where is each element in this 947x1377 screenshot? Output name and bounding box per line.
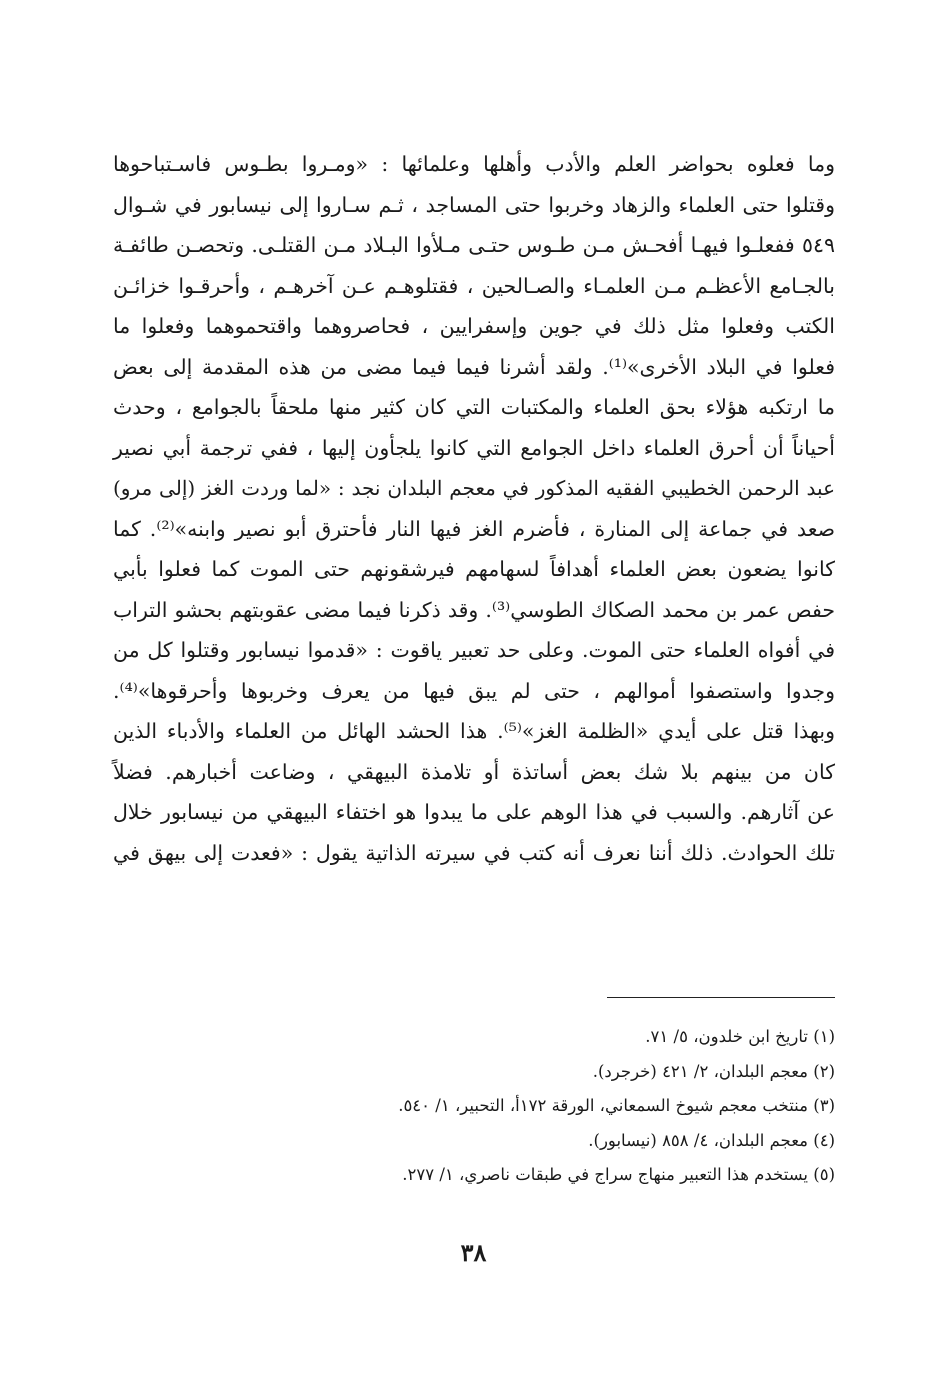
footnote-divider: [607, 997, 835, 998]
text-line: الكتب وفعلوا مثل ذلك في جوين وإسفرايين ، فحاصروهما واقتحموهما وفعلوا ما: [113, 314, 835, 338]
text-line: صعد في جماعة إلى المنارة ، فأضرم الغز فيها النار فأحترق أبو نصير وابنه»⁽²⁾. كما: [113, 516, 835, 541]
text-line: وجدوا واستصفوا أموالهم ، حتى لم يبق فيها من يعرف وخربوها وأحرقوها»⁽⁴⁾.: [113, 678, 835, 703]
text-line: ما ارتكبه هؤلاء بحق العلماء والمكتبات التي كان كثير منها ملحقاً بالجوامع ، وحدث: [113, 395, 835, 419]
text-line: فعلوا في البلاد الأخرى»⁽¹⁾. ولقد أشرنا فيما فيما مضى من هذه المقدمة إلى بعض: [113, 354, 835, 379]
text-line: تلك الحوادث. ذلك أننا نعرف أنه كتب في سيرته الذاتية يقول : «فعدت إلى بيهق في: [113, 840, 835, 865]
footnotes: [113, 1020, 835, 1193]
footnote: (٣) منتخب معجم شيوخ السمعاني، الورقة ١٧٢أ، التحبير، ١/ ٥٤٠.: [398, 1096, 835, 1115]
text-line: وبهذا قتل على أيدي «الظلمة الغز»⁽⁵⁾. هذا الحشد الهائل من العلماء والأدباء الذين: [113, 719, 835, 743]
text-line: عبد الرحمن الخطيبي الفقيه المذكور في معجم البلدان نجد : «لما وردت الغز (إلى مرو): [113, 476, 835, 500]
text-line: بالجـامع الأعظـم مـن العلمـاء والصـالحين ، فقتلوهـم عـن آخرهـم ، وأحرقـوا خزائـن: [113, 273, 835, 298]
text-line: عن آثارهم. والسبب في هذا الوهم على ما يبدوا هو اختفاء البيهقي من نيسابور خلال: [113, 800, 835, 824]
text-line: كانوا يضعون بعض العلماء أهدافاً لسهامهم فيرشقونهم حتى الموت كما فعلوا بأبي: [113, 557, 835, 581]
main-text: [113, 144, 835, 873]
text-line: وقتلوا حتى العلماء والزهاد وخربوا حتى المساجد ، ثـم سـاروا إلى نيسابور في شـوال: [113, 192, 835, 217]
footnote: (٤) معجم البلدان، ٤/ ٨٥٨ (نيسابور).: [588, 1130, 835, 1150]
text-line: ٥٤٩ ففعلـوا فيهـا أفحـش مـن طـوس حتـى مـلأوا البـلاد مـن القتلـى. وتحصـن طائفـة: [113, 233, 835, 257]
footnote: (٥) يستخدم هذا التعبير منهاج سراج في طبقات ناصري، ١/ ٢٧٧.: [402, 1165, 835, 1184]
text-line: في أفواه العلماء حتى الموت. وعلى حد تعبير ياقوت : «قدموا نيسابور وقتلوا كل من: [113, 638, 835, 662]
text-line: حفص عمر بن محمد الصكاك الطوسي⁽³⁾. وقد ذكرنا فيما مضى عقوبتهم بحشو التراب: [113, 597, 835, 622]
footnote: (١) تاريخ ابن خلدون، ٥/ ٧١.: [645, 1027, 835, 1046]
text-line: وما فعلوه بحواضر العلم والأدب وأهلها وعلمائها : «ومـروا بطـوس فاسـتباحوها: [113, 152, 835, 176]
text-line: أحياناً أن أحرق العلماء داخل الجوامع التي كانوا يلجأون إليها ، ففي ترجمة أبي نصير: [113, 435, 835, 460]
footnote: (٢) معجم البلدان، ٢/ ٤٢١ (خرجرد).: [592, 1061, 835, 1081]
text-line: كان من بينهم بلا شك بعض أساتذة أو تلامذة البيهقي ، وضاعت أخبارهم. فضلاً: [113, 759, 835, 784]
page-number: ٣٨: [460, 1238, 487, 1267]
